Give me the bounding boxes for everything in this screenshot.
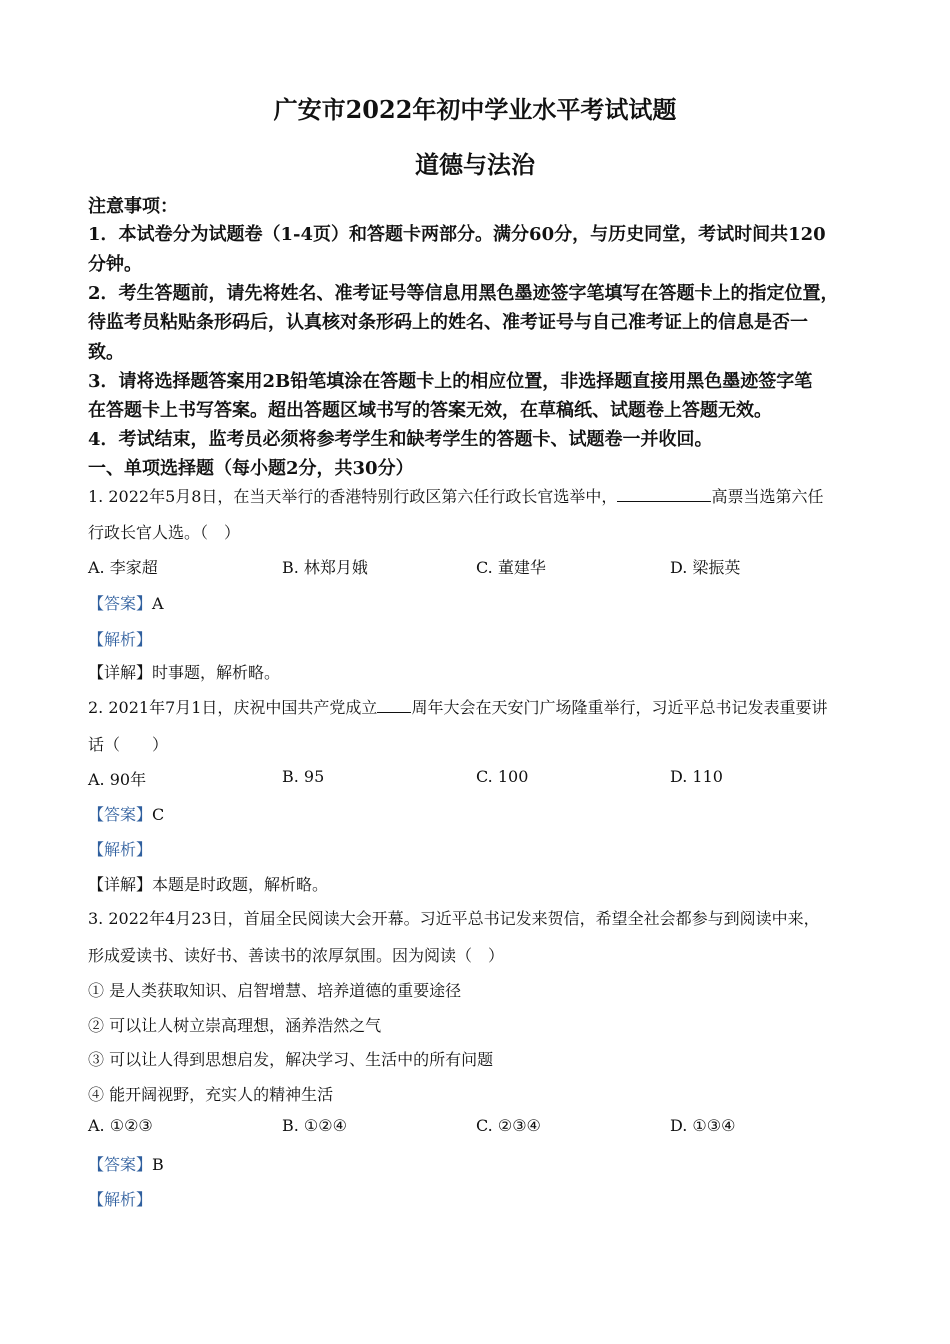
question-3-stem-line-2: 形成爱读书、读好书、善读书的浓厚氛围。因为阅读（ ） — [88, 946, 505, 965]
detail-label: 【详解】 — [88, 663, 153, 682]
question-2-stem-post: 周年大会在天安门广场隆重举行，习近平总书记发表重要讲 — [411, 698, 828, 717]
question-3-option-b: B. ①②④ — [282, 1116, 347, 1135]
question-2-option-a: A. 90年 — [88, 770, 147, 789]
notice-item-2-line-2: 待监考员粘贴条形码后，认真核对条形码上的姓名、准考证号与自己准考证上的信息是否一 — [88, 312, 808, 333]
question-3-analysis-label: 【解析】 — [88, 1190, 153, 1209]
notice-item-3-line-2: 在答题卡上书写答案。超出答题区域书写的答案无效，在草稿纸、试题卷上答题无效。 — [88, 400, 772, 421]
notice-item-3-line-1: 3．请将选择题答案用2B铅笔填涂在答题卡上的相应位置，非选择题直接用黑色墨迹签字笔 — [88, 371, 813, 392]
answer-label: 【答案】 — [88, 805, 153, 824]
question-1-stem-post: 高票当选第六任 — [711, 487, 824, 506]
question-1-option-b: B. 林郑月娥 — [282, 558, 368, 577]
question-1-option-d: D. 梁振英 — [670, 558, 741, 577]
question-1-analysis-label: 【解析】 — [88, 630, 153, 649]
question-1-option-a: A. 李家超 — [88, 558, 158, 577]
exam-subject: 道德与法治 — [415, 150, 535, 179]
question-2-answer — [88, 802, 164, 825]
question-3-option-a: A. ①②③ — [88, 1116, 153, 1135]
answer-blank — [377, 696, 411, 713]
detail-label: 【详解】 — [88, 875, 153, 894]
question-2-stem-line-2: 话（ ） — [88, 735, 169, 754]
question-3-answer — [88, 1152, 164, 1175]
question-2-option-b: B. 95 — [282, 767, 325, 786]
answer-value: A — [152, 594, 164, 613]
detail-text: 时事题，解析略。 — [152, 663, 281, 682]
notice-item-2-line-1: 2．考生答题前，请先将姓名、准考证号等信息用黑色墨迹签字笔填写在答题卡上的指定位置， — [88, 283, 839, 304]
question-2-option-d: D. 110 — [670, 767, 723, 786]
answer-blank — [617, 485, 711, 502]
question-2-analysis-label: 【解析】 — [88, 840, 153, 859]
question-1-detail — [88, 660, 280, 683]
question-3-statement-2: ② 可以让人树立崇高理想，涵养浩然之气 — [88, 1016, 382, 1035]
question-3-statement-1: ① 是人类获取知识、启智增慧、培养道德的重要途径 — [88, 981, 462, 1000]
detail-text: 本题是时政题，解析略。 — [152, 875, 329, 894]
question-2-detail — [88, 872, 328, 895]
notice-item-4: 4．考试结束，监考员必须将参考学生和缺考学生的答题卡、试题卷一并收回。 — [88, 429, 713, 450]
question-1-stem-line-1 — [88, 484, 823, 507]
question-2-stem-line-1 — [88, 695, 827, 718]
notice-heading: 注意事项： — [88, 196, 178, 217]
question-3-option-d: D. ①③④ — [670, 1116, 736, 1135]
question-2-option-c: C. 100 — [476, 767, 529, 786]
question-3-statement-3: ③ 可以让人得到思想启发，解决学习、生活中的所有问题 — [88, 1050, 494, 1069]
question-3-statement-4: ④ 能开阔视野，充实人的精神生活 — [88, 1085, 334, 1104]
notice-item-2-line-3: 致。 — [88, 342, 124, 363]
question-1-option-c: C. 董建华 — [476, 558, 546, 577]
question-2-stem-pre: 2. 2021年7月1日，庆祝中国共产党成立 — [88, 698, 378, 717]
answer-label: 【答案】 — [88, 594, 153, 613]
answer-value: B — [152, 1155, 164, 1174]
question-1-stem-line-2: 行政长官人选。（ ） — [88, 523, 241, 542]
question-1-stem-pre: 1. 2022年5月8日，在当天举行的香港特别行政区第六任行政长官选举中， — [88, 487, 618, 506]
section-title: 一、单项选择题（每小题2分，共30分） — [88, 458, 414, 479]
question-3-option-c: C. ②③④ — [476, 1116, 541, 1135]
notice-item-1-line-1: 1．本试卷分为试题卷（1-4页）和答题卡两部分。满分60分，与历史同堂，考试时间共120 — [88, 224, 826, 245]
question-1-answer — [88, 591, 164, 614]
exam-title: 广安市2022年初中学业水平考试试题 — [273, 95, 677, 124]
notice-item-1-line-2: 分钟。 — [88, 254, 142, 275]
answer-label: 【答案】 — [88, 1155, 153, 1174]
answer-value: C — [152, 805, 165, 824]
question-3-stem-line-1: 3. 2022年4月23日，首届全民阅读大会开幕。习近平总书记发来贺信，希望全社会都参与到阅读中来， — [88, 909, 820, 928]
